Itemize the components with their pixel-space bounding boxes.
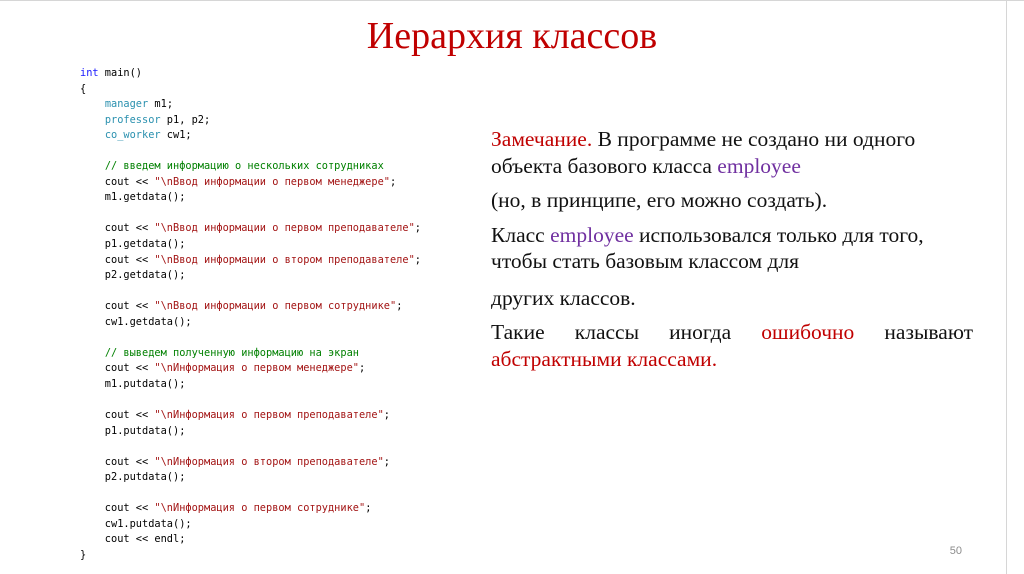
code-token: cout	[80, 502, 136, 515]
note-paragraph-4	[491, 285, 973, 312]
code-line	[80, 548, 470, 564]
code-token: // введем информацию о нескольких сотрудниках	[104, 160, 384, 173]
code-token: m1.getdata();	[80, 191, 186, 204]
note-text: использовался только для того, чтобы стать базовым классом для	[491, 222, 924, 273]
code-token: // выведем полученную информацию на экран	[104, 346, 359, 359]
code-token	[80, 114, 105, 126]
code-token: ;	[365, 502, 372, 515]
note-paragraph-2	[491, 187, 973, 214]
page-number: 50	[949, 545, 962, 557]
code-token: m1;	[148, 98, 174, 111]
code-token	[80, 129, 105, 141]
note-text: Такие классы иногда	[491, 320, 762, 344]
code-line	[80, 237, 470, 253]
code-token: ;	[396, 300, 403, 313]
code-token: "\nИнформация о первом менеджере"	[154, 362, 359, 375]
code-token: ;	[358, 362, 366, 375]
code-line	[80, 97, 470, 113]
code-token: <<	[135, 222, 149, 235]
code-line	[80, 284, 470, 300]
code-token: "\nИнформация о первом преподавателе"	[154, 409, 384, 422]
code-token: cout	[80, 300, 136, 313]
code-token	[80, 347, 105, 359]
code-token: cout	[80, 253, 136, 266]
code-line	[80, 408, 470, 424]
slide-right-border	[1006, 0, 1007, 574]
code-line	[80, 501, 470, 517]
code-line	[80, 517, 470, 533]
code-line	[80, 113, 470, 129]
note-text: называют	[854, 320, 974, 344]
code-token: p1.putdata();	[80, 424, 186, 437]
code-token: ;	[383, 455, 390, 468]
code-token: cw1.getdata();	[80, 315, 192, 328]
note-text: В программе не создано ни одного объекта базового класса	[491, 127, 916, 178]
code-token: "\nВвод информации о первом преподавателе"	[154, 222, 415, 235]
code-token: p1, p2;	[160, 113, 211, 126]
code-token: p2.putdata();	[80, 471, 186, 484]
code-token	[80, 160, 105, 172]
code-token: "\nИнформация о первом сотруднике"	[154, 502, 366, 515]
code-token: m1.putdata();	[80, 377, 186, 390]
code-token: <<	[135, 455, 149, 468]
code-line	[80, 532, 470, 548]
code-line	[80, 330, 470, 346]
code-line	[80, 159, 470, 175]
code-token: ;	[389, 175, 397, 188]
code-line	[80, 455, 470, 471]
code-token: cout	[80, 222, 136, 235]
note-emphasis: ошибочно	[761, 320, 855, 344]
code-line	[80, 221, 470, 237]
note-label: Замечание.	[491, 127, 593, 151]
note-paragraph-1	[491, 126, 973, 179]
code-token: cout	[80, 362, 136, 375]
code-line	[80, 439, 470, 455]
code-line	[80, 144, 470, 160]
code-token: <<	[135, 175, 149, 188]
code-token: }	[80, 548, 87, 561]
code-token: ;	[383, 409, 390, 422]
code-token: <<	[135, 502, 149, 515]
note-term: абстрактными классами.	[491, 346, 718, 371]
code-token: cout	[80, 409, 136, 422]
class-name-employee: employee	[717, 153, 801, 178]
code-line	[80, 392, 470, 408]
code-token: cw1;	[160, 129, 192, 142]
code-token: professor	[104, 113, 161, 126]
code-token: cout	[80, 175, 136, 188]
code-line	[80, 377, 470, 393]
code-token: <<	[135, 409, 149, 422]
code-token: p2.getdata();	[80, 269, 186, 282]
code-line	[80, 253, 470, 269]
code-token: <<	[135, 533, 149, 546]
code-token: ;	[414, 222, 421, 235]
code-token: endl;	[148, 533, 186, 546]
code-line	[80, 268, 470, 284]
code-token: "\nВвод информации о первом сотруднике"	[154, 300, 397, 313]
note-text: (но, в принципе, его можно создать).	[491, 188, 828, 212]
code-token: main()	[98, 67, 143, 79]
note-paragraph-3	[491, 222, 973, 275]
code-token: int	[80, 67, 99, 79]
code-line	[80, 470, 470, 486]
code-token: cout	[80, 533, 136, 546]
class-name-employee: employee	[550, 222, 634, 247]
slide-top-border	[0, 0, 1024, 1]
code-line	[80, 424, 470, 440]
code-line	[80, 299, 470, 315]
code-line	[80, 315, 470, 331]
code-token: "\nВвод информации о втором преподавателе"	[154, 253, 415, 266]
code-line	[80, 82, 470, 98]
code-token: {	[80, 82, 87, 95]
note-text: Класс	[491, 222, 551, 247]
code-token: <<	[135, 253, 149, 266]
code-listing	[80, 66, 470, 564]
code-token: <<	[135, 300, 149, 313]
note-text: других классов.	[491, 285, 636, 310]
code-token: "\nИнформация о втором преподавателе"	[154, 455, 384, 468]
code-line	[80, 190, 470, 206]
code-line	[80, 361, 470, 377]
code-token	[80, 98, 105, 110]
code-token: ;	[414, 253, 421, 266]
code-token: p1.getdata();	[80, 238, 186, 251]
code-line	[80, 346, 470, 362]
notes-panel	[491, 126, 973, 372]
code-token: <<	[135, 362, 149, 375]
slide-title: Иерархия классов	[366, 15, 658, 57]
code-line	[80, 206, 470, 222]
code-token: manager	[104, 98, 149, 111]
note-paragraph-5	[491, 319, 973, 372]
code-line	[80, 66, 470, 82]
code-token: cout	[80, 455, 136, 468]
code-line	[80, 486, 470, 502]
code-line	[80, 128, 470, 144]
code-line	[80, 175, 470, 191]
code-token: cw1.putdata();	[80, 517, 192, 530]
code-token: "\nВвод информации о первом менеджере"	[154, 175, 390, 188]
code-token: co_worker	[104, 129, 161, 142]
